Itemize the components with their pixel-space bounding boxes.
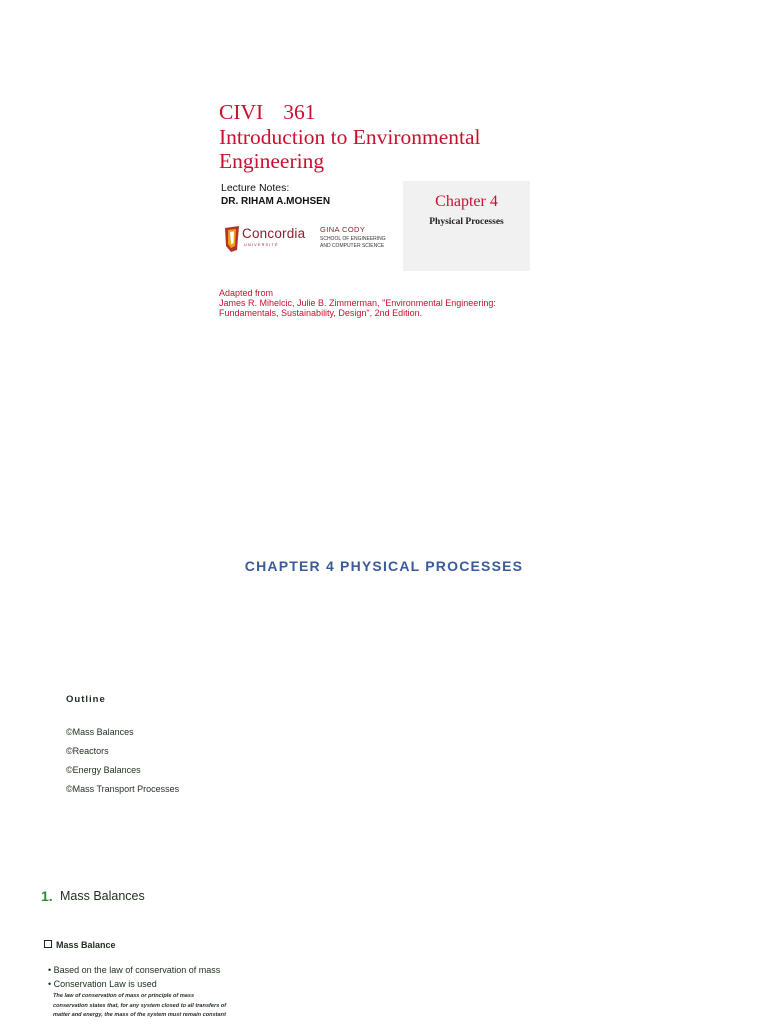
chapter-box-subtitle: Physical Processes: [429, 217, 504, 227]
chapter-heading: CHAPTER 4 PHYSICAL PROCESSES: [244, 558, 524, 574]
adapted-authors: James R. Mihelcic, Julie B. Zimmerman: [219, 298, 378, 308]
adapted-from-block: [219, 288, 519, 318]
lecturer-name: DR. RIHAM A.MOHSEN: [221, 196, 331, 207]
course-code-line: [219, 100, 549, 125]
adapted-from-label: Adapted from: [219, 288, 274, 298]
definition-note: [53, 992, 268, 1021]
school-line2: AND COMPUTER SCIENCE: [320, 243, 385, 249]
subsection-title-text: Mass Balance: [56, 940, 116, 950]
course-title-line2: Introduction to Environmental: [219, 124, 481, 149]
bullet-item: • Based on the law of conservation of mass: [48, 965, 221, 975]
note-line: The law of conservation of mass or principle of mass: [53, 993, 195, 999]
adapted-from-line2: James R. Mihelcic, Julie B. Zimmerman, "Environmental Engineering:: [219, 298, 496, 308]
checkbox-square-icon: [44, 940, 52, 948]
chapter-box-title: Chapter 4: [435, 193, 498, 210]
adapted-from-line3: Fundamentals, Sustainability, Design", 2nd Edition.: [219, 308, 423, 318]
concordia-wordmark: Concordia: [242, 226, 306, 241]
note-line: matter and energy, the mass of the system must remain constant: [53, 1012, 226, 1018]
adapted-book: "Environmental Engineering:: [382, 298, 496, 308]
subsection-title: [44, 940, 116, 950]
school-line1: SCHOOL OF ENGINEERING: [320, 236, 386, 242]
school-name: GINA CODY: [320, 225, 366, 234]
outline-item: ©Energy Balances: [66, 765, 141, 775]
bullet-item: • Conservation Law is used: [48, 979, 157, 989]
course-title-line3: Engineering: [219, 149, 325, 173]
course-title: [219, 100, 549, 174]
note-line: conservation states that, for any system closed to all transfers of: [53, 1002, 227, 1009]
concordia-small-text: UNIVERSITÉ: [244, 243, 279, 247]
outline-item: ©Mass Balances: [66, 727, 134, 737]
lecture-notes-label: Lecture Notes:: [221, 182, 290, 194]
section-number: 1.: [41, 888, 53, 904]
outline-title: Outline: [66, 694, 106, 705]
course-code: CIVI: [219, 100, 264, 124]
section-title: Mass Balances: [60, 889, 145, 903]
outline-item: ©Mass Transport Processes: [66, 784, 180, 794]
outline-item: ©Reactors: [66, 746, 109, 756]
course-number: 361: [283, 100, 316, 124]
